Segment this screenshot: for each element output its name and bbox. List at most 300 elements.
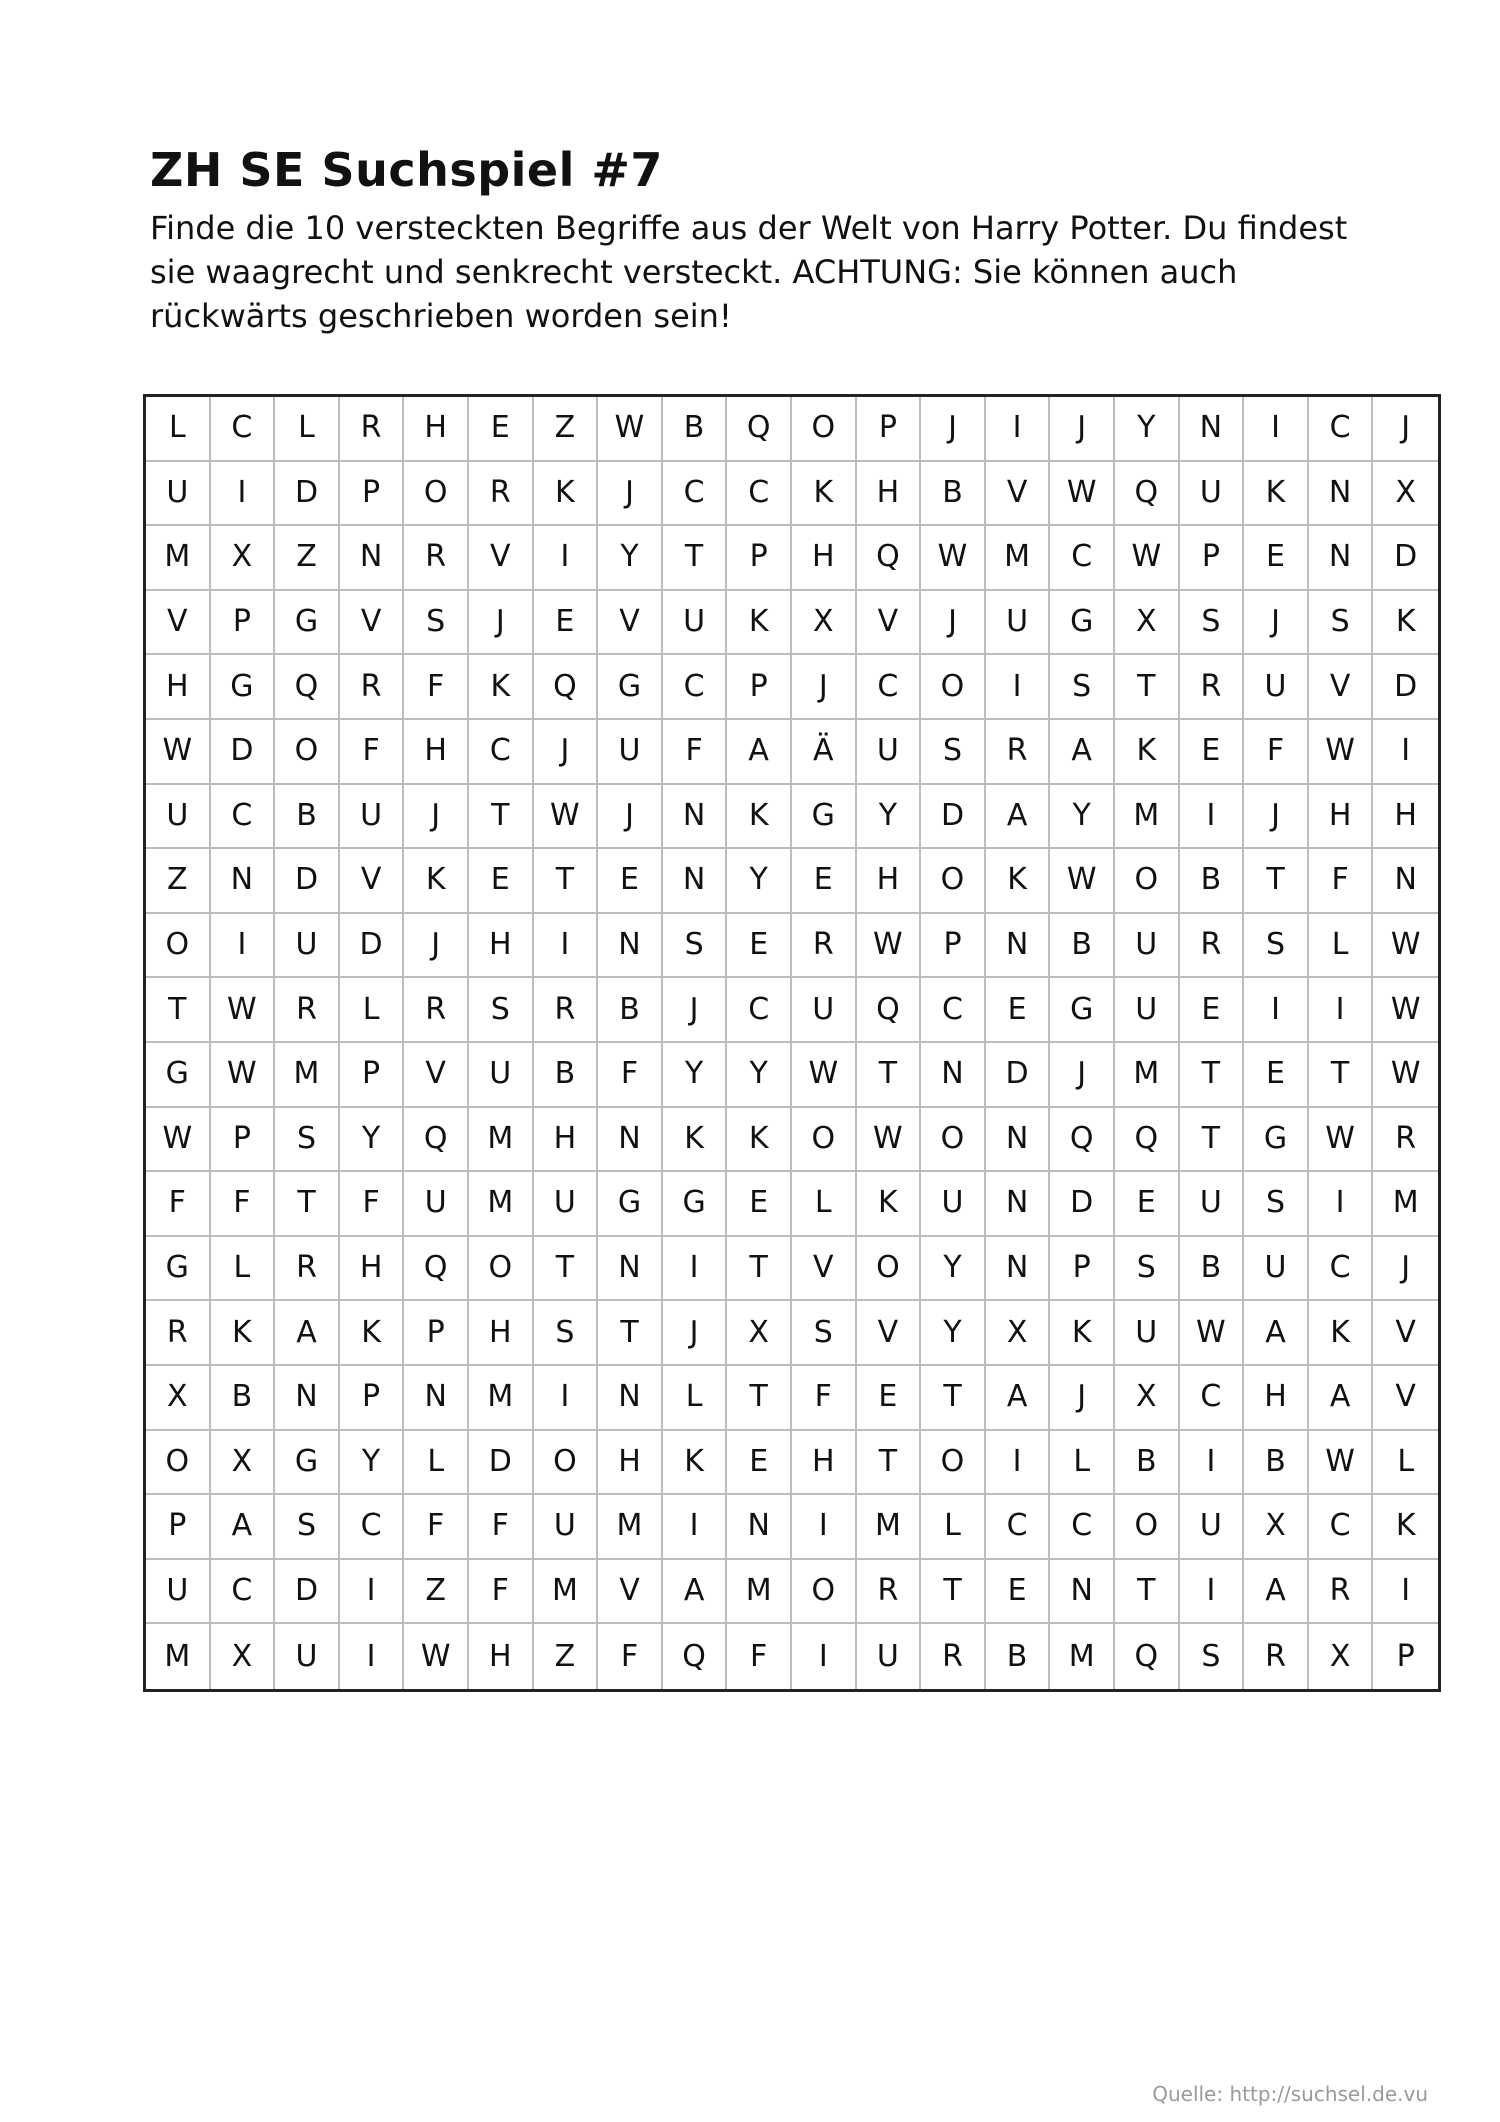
grid-cell[interactable]: D	[340, 914, 405, 979]
grid-cell[interactable]: T	[1309, 1043, 1374, 1108]
grid-cell[interactable]: Q	[534, 655, 599, 720]
grid-cell[interactable]: T	[921, 1366, 986, 1431]
grid-cell[interactable]: N	[211, 849, 276, 914]
grid-cell[interactable]: R	[792, 914, 857, 979]
grid-cell[interactable]: T	[534, 849, 599, 914]
grid-cell[interactable]: L	[146, 397, 211, 462]
grid-cell[interactable]: N	[727, 1495, 792, 1560]
grid-cell[interactable]: C	[921, 978, 986, 1043]
grid-cell[interactable]: N	[663, 849, 728, 914]
grid-cell[interactable]: E	[727, 914, 792, 979]
grid-cell[interactable]: F	[211, 1172, 276, 1237]
grid-cell[interactable]: F	[1244, 720, 1309, 785]
grid-cell[interactable]: W	[534, 785, 599, 850]
grid-cell[interactable]: X	[211, 1431, 276, 1496]
grid-cell[interactable]: K	[404, 849, 469, 914]
grid-cell[interactable]: H	[534, 1108, 599, 1173]
grid-cell[interactable]: T	[727, 1237, 792, 1302]
grid-cell[interactable]: I	[211, 462, 276, 527]
grid-cell[interactable]: X	[211, 1624, 276, 1689]
grid-cell[interactable]: P	[211, 1108, 276, 1173]
grid-cell[interactable]: W	[1309, 720, 1374, 785]
grid-cell[interactable]: G	[598, 1172, 663, 1237]
grid-cell[interactable]: R	[404, 978, 469, 1043]
grid-cell[interactable]: I	[1373, 1560, 1438, 1625]
grid-cell[interactable]: U	[857, 1624, 922, 1689]
grid-cell[interactable]: L	[340, 978, 405, 1043]
grid-cell[interactable]: C	[211, 1560, 276, 1625]
grid-cell[interactable]: K	[1115, 720, 1180, 785]
grid-cell[interactable]: E	[469, 397, 534, 462]
grid-cell[interactable]: K	[1244, 462, 1309, 527]
grid-cell[interactable]: O	[404, 462, 469, 527]
grid-cell[interactable]: U	[1115, 978, 1180, 1043]
grid-cell[interactable]: H	[404, 397, 469, 462]
grid-cell[interactable]: H	[792, 526, 857, 591]
grid-cell[interactable]: R	[986, 720, 1051, 785]
grid-cell[interactable]: Y	[921, 1301, 986, 1366]
grid-cell[interactable]: D	[469, 1431, 534, 1496]
grid-cell[interactable]: U	[986, 591, 1051, 656]
grid-cell[interactable]: H	[340, 1237, 405, 1302]
grid-cell[interactable]: U	[663, 591, 728, 656]
grid-cell[interactable]: B	[211, 1366, 276, 1431]
grid-cell[interactable]: D	[921, 785, 986, 850]
grid-cell[interactable]: L	[792, 1172, 857, 1237]
grid-cell[interactable]: D	[275, 1560, 340, 1625]
grid-cell[interactable]: C	[1050, 1495, 1115, 1560]
grid-cell[interactable]: A	[1309, 1366, 1374, 1431]
grid-cell[interactable]: W	[1115, 526, 1180, 591]
grid-cell[interactable]: N	[986, 914, 1051, 979]
grid-cell[interactable]: B	[1050, 914, 1115, 979]
grid-cell[interactable]: E	[1115, 1172, 1180, 1237]
grid-cell[interactable]: A	[1244, 1560, 1309, 1625]
grid-cell[interactable]: E	[469, 849, 534, 914]
grid-cell[interactable]: R	[404, 526, 469, 591]
grid-cell[interactable]: E	[1244, 526, 1309, 591]
grid-cell[interactable]: C	[857, 655, 922, 720]
grid-cell[interactable]: P	[857, 397, 922, 462]
grid-cell[interactable]: A	[211, 1495, 276, 1560]
grid-cell[interactable]: O	[921, 655, 986, 720]
grid-cell[interactable]: J	[404, 914, 469, 979]
grid-cell[interactable]: V	[1309, 655, 1374, 720]
grid-cell[interactable]: E	[1244, 1043, 1309, 1108]
grid-cell[interactable]: M	[275, 1043, 340, 1108]
grid-cell[interactable]: E	[1180, 978, 1245, 1043]
grid-cell[interactable]: P	[1180, 526, 1245, 591]
grid-cell[interactable]: D	[1050, 1172, 1115, 1237]
grid-cell[interactable]: U	[1180, 462, 1245, 527]
grid-cell[interactable]: L	[1373, 1431, 1438, 1496]
grid-cell[interactable]: H	[1373, 785, 1438, 850]
grid-cell[interactable]: F	[727, 1624, 792, 1689]
grid-cell[interactable]: T	[1115, 655, 1180, 720]
grid-cell[interactable]: G	[211, 655, 276, 720]
grid-cell[interactable]: H	[404, 720, 469, 785]
grid-cell[interactable]: I	[1244, 397, 1309, 462]
grid-cell[interactable]: S	[1050, 655, 1115, 720]
grid-cell[interactable]: F	[469, 1495, 534, 1560]
grid-cell[interactable]: K	[469, 655, 534, 720]
grid-cell[interactable]: Y	[598, 526, 663, 591]
grid-cell[interactable]: S	[534, 1301, 599, 1366]
grid-cell[interactable]: Y	[857, 785, 922, 850]
grid-cell[interactable]: A	[727, 720, 792, 785]
grid-cell[interactable]: F	[469, 1560, 534, 1625]
grid-cell[interactable]: K	[1050, 1301, 1115, 1366]
grid-cell[interactable]: C	[663, 655, 728, 720]
grid-cell[interactable]: M	[146, 526, 211, 591]
grid-cell[interactable]: J	[1050, 397, 1115, 462]
grid-cell[interactable]: H	[598, 1431, 663, 1496]
grid-cell[interactable]: W	[921, 526, 986, 591]
grid-cell[interactable]: S	[921, 720, 986, 785]
grid-cell[interactable]: O	[792, 1108, 857, 1173]
grid-cell[interactable]: M	[598, 1495, 663, 1560]
grid-cell[interactable]: B	[598, 978, 663, 1043]
grid-cell[interactable]: A	[986, 1366, 1051, 1431]
grid-cell[interactable]: M	[727, 1560, 792, 1625]
grid-cell[interactable]: L	[921, 1495, 986, 1560]
grid-cell[interactable]: R	[857, 1560, 922, 1625]
grid-cell[interactable]: X	[211, 526, 276, 591]
grid-cell[interactable]: F	[792, 1366, 857, 1431]
grid-cell[interactable]: O	[146, 1431, 211, 1496]
grid-cell[interactable]: P	[340, 1366, 405, 1431]
grid-cell[interactable]: F	[598, 1624, 663, 1689]
grid-cell[interactable]: I	[986, 655, 1051, 720]
grid-cell[interactable]: V	[146, 591, 211, 656]
grid-cell[interactable]: M	[469, 1172, 534, 1237]
grid-cell[interactable]: S	[275, 1108, 340, 1173]
grid-cell[interactable]: C	[986, 1495, 1051, 1560]
grid-cell[interactable]: I	[534, 526, 599, 591]
grid-cell[interactable]: B	[1180, 849, 1245, 914]
grid-cell[interactable]: B	[663, 397, 728, 462]
grid-cell[interactable]: R	[1244, 1624, 1309, 1689]
grid-cell[interactable]: I	[986, 397, 1051, 462]
grid-cell[interactable]: J	[1373, 1237, 1438, 1302]
grid-cell[interactable]: M	[857, 1495, 922, 1560]
grid-cell[interactable]: L	[211, 1237, 276, 1302]
grid-cell[interactable]: N	[1373, 849, 1438, 914]
grid-cell[interactable]: V	[598, 591, 663, 656]
grid-cell[interactable]: W	[211, 1043, 276, 1108]
grid-cell[interactable]: A	[1050, 720, 1115, 785]
grid-cell[interactable]: X	[727, 1301, 792, 1366]
grid-cell[interactable]: P	[1050, 1237, 1115, 1302]
grid-cell[interactable]: J	[1050, 1043, 1115, 1108]
grid-cell[interactable]: P	[404, 1301, 469, 1366]
grid-cell[interactable]: N	[1180, 397, 1245, 462]
grid-cell[interactable]: T	[1180, 1043, 1245, 1108]
grid-cell[interactable]: J	[598, 785, 663, 850]
grid-cell[interactable]: L	[663, 1366, 728, 1431]
grid-cell[interactable]: I	[792, 1624, 857, 1689]
grid-cell[interactable]: Q	[1115, 462, 1180, 527]
grid-cell[interactable]: I	[1180, 1560, 1245, 1625]
grid-cell[interactable]: H	[792, 1431, 857, 1496]
grid-cell[interactable]: Y	[663, 1043, 728, 1108]
grid-cell[interactable]: I	[211, 914, 276, 979]
grid-cell[interactable]: N	[598, 1237, 663, 1302]
grid-cell[interactable]: T	[469, 785, 534, 850]
grid-cell[interactable]: G	[275, 591, 340, 656]
grid-cell[interactable]: S	[792, 1301, 857, 1366]
grid-cell[interactable]: U	[1180, 1495, 1245, 1560]
grid-cell[interactable]: U	[1244, 1237, 1309, 1302]
grid-cell[interactable]: Z	[404, 1560, 469, 1625]
grid-cell[interactable]: U	[275, 914, 340, 979]
grid-cell[interactable]: K	[1373, 1495, 1438, 1560]
grid-cell[interactable]: H	[469, 914, 534, 979]
grid-cell[interactable]: R	[340, 655, 405, 720]
grid-cell[interactable]: N	[663, 785, 728, 850]
grid-cell[interactable]: J	[534, 720, 599, 785]
grid-cell[interactable]: S	[404, 591, 469, 656]
grid-cell[interactable]: K	[340, 1301, 405, 1366]
grid-cell[interactable]: U	[598, 720, 663, 785]
grid-cell[interactable]: H	[146, 655, 211, 720]
grid-cell[interactable]: O	[921, 849, 986, 914]
grid-cell[interactable]: N	[598, 1108, 663, 1173]
grid-cell[interactable]: O	[792, 1560, 857, 1625]
grid-cell[interactable]: Z	[146, 849, 211, 914]
grid-cell[interactable]: N	[1050, 1560, 1115, 1625]
grid-cell[interactable]: U	[1115, 1301, 1180, 1366]
grid-cell[interactable]: M	[1050, 1624, 1115, 1689]
grid-cell[interactable]: R	[1373, 1108, 1438, 1173]
grid-cell[interactable]: G	[1050, 978, 1115, 1043]
grid-cell[interactable]: W	[211, 978, 276, 1043]
grid-cell[interactable]: Y	[727, 1043, 792, 1108]
grid-cell[interactable]: X	[1309, 1624, 1374, 1689]
grid-cell[interactable]: N	[986, 1237, 1051, 1302]
grid-cell[interactable]: K	[727, 1108, 792, 1173]
grid-cell[interactable]: C	[1050, 526, 1115, 591]
grid-cell[interactable]: K	[211, 1301, 276, 1366]
grid-cell[interactable]: M	[986, 526, 1051, 591]
grid-cell[interactable]: U	[146, 1560, 211, 1625]
grid-cell[interactable]: D	[275, 462, 340, 527]
grid-cell[interactable]: U	[340, 785, 405, 850]
grid-cell[interactable]: G	[598, 655, 663, 720]
grid-cell[interactable]: W	[1373, 978, 1438, 1043]
grid-cell[interactable]: R	[1309, 1560, 1374, 1625]
grid-cell[interactable]: N	[986, 1108, 1051, 1173]
grid-cell[interactable]: U	[469, 1043, 534, 1108]
grid-cell[interactable]: U	[534, 1495, 599, 1560]
grid-cell[interactable]: E	[857, 1366, 922, 1431]
grid-cell[interactable]: V	[469, 526, 534, 591]
grid-cell[interactable]: E	[1180, 720, 1245, 785]
grid-cell[interactable]: J	[1050, 1366, 1115, 1431]
grid-cell[interactable]: C	[1309, 397, 1374, 462]
grid-cell[interactable]: U	[1180, 1172, 1245, 1237]
grid-cell[interactable]: M	[534, 1560, 599, 1625]
grid-cell[interactable]: A	[986, 785, 1051, 850]
grid-cell[interactable]: P	[727, 655, 792, 720]
grid-cell[interactable]: H	[857, 462, 922, 527]
grid-cell[interactable]: B	[275, 785, 340, 850]
grid-cell[interactable]: V	[340, 591, 405, 656]
grid-cell[interactable]: G	[1050, 591, 1115, 656]
grid-cell[interactable]: P	[211, 591, 276, 656]
grid-cell[interactable]: P	[340, 1043, 405, 1108]
grid-cell[interactable]: N	[1309, 526, 1374, 591]
grid-cell[interactable]: Y	[921, 1237, 986, 1302]
grid-cell[interactable]: O	[275, 720, 340, 785]
grid-cell[interactable]: F	[404, 655, 469, 720]
grid-cell[interactable]: B	[1244, 1431, 1309, 1496]
grid-cell[interactable]: V	[792, 1237, 857, 1302]
grid-cell[interactable]: C	[211, 785, 276, 850]
grid-cell[interactable]: T	[1244, 849, 1309, 914]
grid-cell[interactable]: Q	[404, 1237, 469, 1302]
grid-cell[interactable]: I	[1180, 1431, 1245, 1496]
grid-cell[interactable]: G	[146, 1043, 211, 1108]
grid-cell[interactable]: K	[986, 849, 1051, 914]
grid-cell[interactable]: G	[146, 1237, 211, 1302]
grid-cell[interactable]: X	[792, 591, 857, 656]
grid-cell[interactable]: V	[1373, 1366, 1438, 1431]
grid-cell[interactable]: F	[146, 1172, 211, 1237]
grid-cell[interactable]: S	[275, 1495, 340, 1560]
grid-cell[interactable]: E	[727, 1431, 792, 1496]
grid-cell[interactable]: E	[986, 1560, 1051, 1625]
grid-cell[interactable]: R	[921, 1624, 986, 1689]
grid-cell[interactable]: G	[1244, 1108, 1309, 1173]
grid-cell[interactable]: V	[598, 1560, 663, 1625]
grid-cell[interactable]: U	[275, 1624, 340, 1689]
grid-cell[interactable]: X	[1373, 462, 1438, 527]
grid-cell[interactable]: W	[146, 720, 211, 785]
grid-cell[interactable]: R	[534, 978, 599, 1043]
grid-cell[interactable]: I	[340, 1624, 405, 1689]
grid-cell[interactable]: C	[469, 720, 534, 785]
grid-cell[interactable]: J	[404, 785, 469, 850]
grid-cell[interactable]: S	[1180, 591, 1245, 656]
grid-cell[interactable]: M	[1115, 785, 1180, 850]
grid-cell[interactable]: I	[986, 1431, 1051, 1496]
grid-cell[interactable]: I	[1309, 1172, 1374, 1237]
grid-cell[interactable]: B	[921, 462, 986, 527]
grid-cell[interactable]: V	[986, 462, 1051, 527]
grid-cell[interactable]: Z	[534, 1624, 599, 1689]
grid-cell[interactable]: H	[1309, 785, 1374, 850]
grid-cell[interactable]: T	[663, 526, 728, 591]
grid-cell[interactable]: J	[598, 462, 663, 527]
grid-cell[interactable]: N	[404, 1366, 469, 1431]
grid-cell[interactable]: E	[598, 849, 663, 914]
grid-cell[interactable]: I	[534, 914, 599, 979]
grid-cell[interactable]: N	[598, 1366, 663, 1431]
grid-cell[interactable]: E	[792, 849, 857, 914]
grid-cell[interactable]: K	[792, 462, 857, 527]
grid-cell[interactable]: O	[792, 397, 857, 462]
grid-cell[interactable]: C	[211, 397, 276, 462]
grid-cell[interactable]: I	[663, 1495, 728, 1560]
grid-cell[interactable]: W	[598, 397, 663, 462]
grid-cell[interactable]: X	[986, 1301, 1051, 1366]
grid-cell[interactable]: A	[1244, 1301, 1309, 1366]
grid-cell[interactable]: H	[857, 849, 922, 914]
grid-cell[interactable]: C	[727, 462, 792, 527]
grid-cell[interactable]: T	[857, 1043, 922, 1108]
grid-cell[interactable]: C	[1180, 1366, 1245, 1431]
grid-cell[interactable]: I	[1309, 978, 1374, 1043]
grid-cell[interactable]: U	[921, 1172, 986, 1237]
grid-cell[interactable]: K	[857, 1172, 922, 1237]
grid-cell[interactable]: B	[986, 1624, 1051, 1689]
grid-cell[interactable]: M	[1115, 1043, 1180, 1108]
grid-cell[interactable]: F	[340, 1172, 405, 1237]
grid-cell[interactable]: W	[1373, 1043, 1438, 1108]
grid-cell[interactable]: I	[534, 1366, 599, 1431]
grid-cell[interactable]: Y	[340, 1431, 405, 1496]
grid-cell[interactable]: X	[1115, 1366, 1180, 1431]
grid-cell[interactable]: U	[146, 462, 211, 527]
grid-cell[interactable]: R	[1180, 914, 1245, 979]
grid-cell[interactable]: Q	[275, 655, 340, 720]
grid-cell[interactable]: W	[857, 914, 922, 979]
grid-cell[interactable]: Ä	[792, 720, 857, 785]
grid-cell[interactable]: U	[1244, 655, 1309, 720]
grid-cell[interactable]: Y	[727, 849, 792, 914]
grid-cell[interactable]: I	[663, 1237, 728, 1302]
grid-cell[interactable]: U	[534, 1172, 599, 1237]
grid-cell[interactable]: E	[534, 591, 599, 656]
grid-cell[interactable]: L	[404, 1431, 469, 1496]
grid-cell[interactable]: N	[598, 914, 663, 979]
grid-cell[interactable]: C	[1309, 1237, 1374, 1302]
grid-cell[interactable]: W	[792, 1043, 857, 1108]
grid-cell[interactable]: O	[534, 1431, 599, 1496]
grid-cell[interactable]: W	[1309, 1108, 1374, 1173]
grid-cell[interactable]: P	[340, 462, 405, 527]
grid-cell[interactable]: I	[792, 1495, 857, 1560]
grid-cell[interactable]: D	[1373, 526, 1438, 591]
grid-cell[interactable]: V	[1373, 1301, 1438, 1366]
grid-cell[interactable]: S	[469, 978, 534, 1043]
grid-cell[interactable]: T	[598, 1301, 663, 1366]
grid-cell[interactable]: T	[921, 1560, 986, 1625]
grid-cell[interactable]: S	[1309, 591, 1374, 656]
grid-cell[interactable]: T	[275, 1172, 340, 1237]
grid-cell[interactable]: D	[211, 720, 276, 785]
grid-cell[interactable]: Z	[275, 526, 340, 591]
grid-cell[interactable]: U	[792, 978, 857, 1043]
grid-cell[interactable]: Q	[857, 978, 922, 1043]
grid-cell[interactable]: F	[663, 720, 728, 785]
grid-cell[interactable]: V	[857, 591, 922, 656]
grid-cell[interactable]: T	[727, 1366, 792, 1431]
grid-cell[interactable]: S	[663, 914, 728, 979]
grid-cell[interactable]: C	[663, 462, 728, 527]
grid-cell[interactable]: A	[663, 1560, 728, 1625]
grid-cell[interactable]: N	[921, 1043, 986, 1108]
grid-cell[interactable]: O	[146, 914, 211, 979]
grid-cell[interactable]: T	[1115, 1560, 1180, 1625]
grid-cell[interactable]: D	[275, 849, 340, 914]
grid-cell[interactable]: O	[921, 1431, 986, 1496]
grid-cell[interactable]: K	[663, 1108, 728, 1173]
grid-cell[interactable]: K	[727, 591, 792, 656]
grid-cell[interactable]: E	[727, 1172, 792, 1237]
grid-cell[interactable]: N	[275, 1366, 340, 1431]
